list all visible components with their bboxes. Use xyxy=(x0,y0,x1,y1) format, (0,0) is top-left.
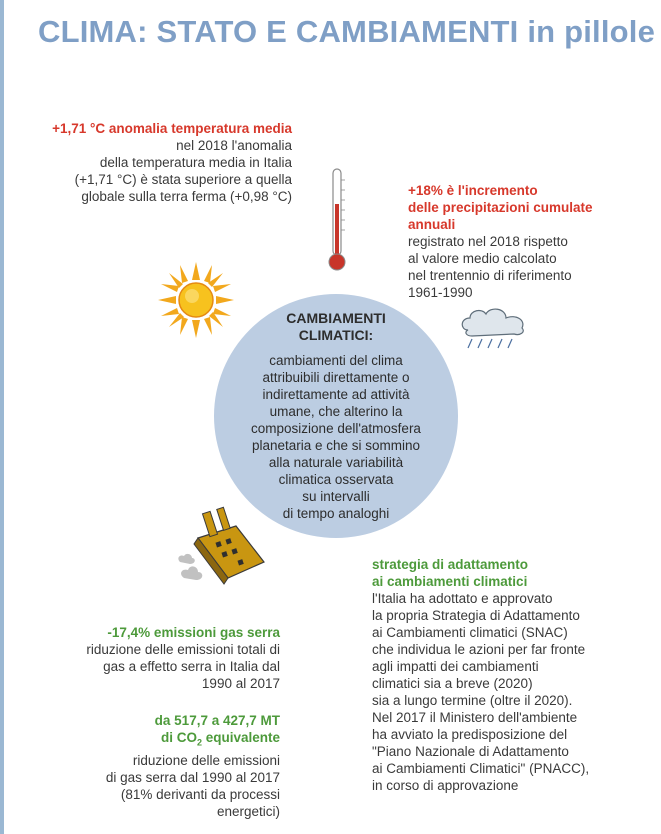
emissions-line: 1990 al 2017 xyxy=(201,676,280,691)
emissions-line: riduzione delle emissioni totali di xyxy=(86,642,280,657)
climate-change-line: planetaria e che si sommino xyxy=(251,438,421,453)
adaptation-line: ha avviato la predisposizione del xyxy=(372,727,568,742)
adaptation-line: l'Italia ha adottato e approvato xyxy=(372,591,553,606)
factory-icon xyxy=(176,508,272,590)
emissions-block xyxy=(40,624,280,692)
title-main: CLIMA: STATO E CAMBIAMENTI xyxy=(38,14,519,49)
co2-suffix: equivalente xyxy=(201,730,280,745)
co2-headline: da 517,7 a 427,7 MT xyxy=(154,713,280,728)
adaptation-headline: ai cambiamenti climatici xyxy=(372,574,528,589)
climate-change-definition xyxy=(214,310,458,522)
climate-change-line: climatica osservata xyxy=(278,472,394,487)
co2-block xyxy=(40,712,280,820)
adaptation-line: "Piano Nazionale di Adattamento xyxy=(372,744,569,759)
co2-line: energetici) xyxy=(216,803,280,819)
adaptation-line: ai Cambiamenti Climatici" (PNACC), xyxy=(372,761,590,776)
temperature-line: (+1,71 °C) è stata superiore a quella xyxy=(74,172,292,187)
co2-subscript: 2 xyxy=(196,737,202,748)
title-suffix: in pillole xyxy=(527,14,656,49)
climate-change-line: indirettamente ad attività xyxy=(262,387,410,402)
co2-line: (81% derivanti da processi xyxy=(120,786,280,802)
climate-change-line: cambiamenti del clima xyxy=(269,353,403,368)
climate-change-line: su intervalli xyxy=(302,489,370,504)
climate-change-line: umane, che alterino la xyxy=(269,404,403,419)
precipitation-line: nel trentennio di riferimento xyxy=(408,268,572,283)
climate-change-line: composizione dell'atmosfera xyxy=(251,421,421,436)
emissions-headline: -17,4% emissioni gas serra xyxy=(107,625,280,640)
climate-change-line: alla naturale variabilità xyxy=(268,455,404,470)
co2-prefix: di CO xyxy=(160,730,197,745)
adaptation-line: che individua le azioni per far fronte xyxy=(372,642,586,657)
co2-line: di gas serra dal 1990 al 2017 xyxy=(105,769,280,785)
temperature-line: globale sulla terra ferma (+0,98 °C) xyxy=(81,189,292,204)
adaptation-line: in corso di approvazione xyxy=(372,778,519,793)
climate-change-heading: CAMBIAMENTI xyxy=(286,310,386,326)
temperature-block xyxy=(30,120,292,205)
temperature-line: della temperatura media in Italia xyxy=(99,155,292,170)
precipitation-line: al valore medio calcolato xyxy=(408,251,557,266)
precipitation-line: 1961-1990 xyxy=(408,285,473,300)
adaptation-line: sia a lungo termine (oltre il 2020). xyxy=(372,693,573,708)
climate-change-line: attribuibili direttamente o xyxy=(262,370,410,385)
climate-change-line: di tempo analoghi xyxy=(282,506,390,521)
rain-cloud-icon xyxy=(458,306,530,352)
co2-headline-unit xyxy=(40,729,280,752)
precipitation-block xyxy=(408,182,648,301)
adaptation-block xyxy=(372,556,652,794)
temperature-headline: +1,71 °C anomalia temperatura media xyxy=(52,121,292,136)
adaptation-line: la propria Strategia di Adattamento xyxy=(372,608,580,623)
thermometer-icon xyxy=(326,168,348,272)
co2-line: riduzione delle emissioni xyxy=(132,752,280,768)
adaptation-line: Nel 2017 il Ministero dell'ambiente xyxy=(372,710,578,725)
adaptation-line: climatici sia a breve (2020) xyxy=(372,676,533,691)
climate-change-heading: CLIMATICI: xyxy=(298,327,374,343)
page-title xyxy=(38,14,656,50)
precipitation-headline: +18% è l'incremento xyxy=(408,183,538,198)
adaptation-line: agli impatti dei cambiamenti xyxy=(372,659,539,674)
precipitation-headline: annuali xyxy=(408,217,456,232)
temperature-line: nel 2018 l'anomalia xyxy=(176,138,292,153)
precipitation-headline: delle precipitazioni cumulate xyxy=(408,200,593,215)
emissions-line: gas a effetto serra in Italia dal xyxy=(103,659,280,674)
adaptation-headline: strategia di adattamento xyxy=(372,557,529,572)
precipitation-line: registrato nel 2018 rispetto xyxy=(408,234,568,249)
adaptation-line: ai Cambiamenti climatici (SNAC) xyxy=(372,625,568,640)
